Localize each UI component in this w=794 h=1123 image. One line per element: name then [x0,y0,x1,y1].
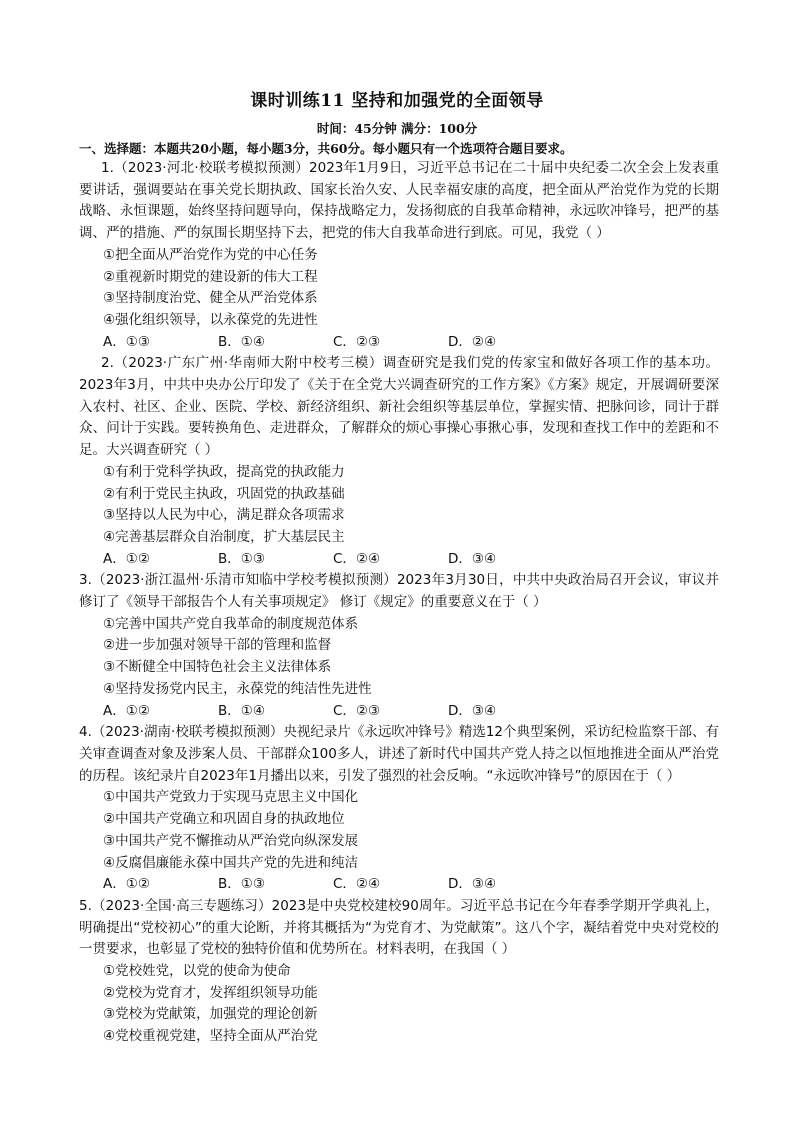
question-stem: 5.（2023·全国·高三专题练习）2023是中央党校建校90周年。习近平总书记在今年春季学期开学典礼上，明确提出“党校初心”的重大论断，并将其概括为“为党育才、为党献策”。这八个字，凝结着党中央对党校的一贯要求，也彰显了党校的独特价值和优势所在。材料表明，在我国（ ） [79,897,719,958]
choice-d[interactable]: D．③④ [448,876,497,893]
question-1 [79,158,719,353]
statement: ④坚持发扬党内民主，永葆党的纯洁性先进性 [103,680,372,697]
question-3 [79,570,719,722]
choice-d[interactable]: D．③④ [448,702,497,719]
statement: ③中国共产党不懈推动从严治党向纵深发展 [103,832,359,849]
statement: ②重视新时期党的建设新的伟大工程 [103,268,318,285]
statement: ④党校重视党建，坚持全面从严治党 [103,1028,318,1045]
choice-a[interactable]: A．①② [103,876,150,893]
choice-c[interactable]: C．②④ [333,550,381,567]
section-heading: 一、选择题：本题共20小题，每小题3分，共60分。每小题只有一个选项符合题目要求。 [79,141,573,156]
exam-info: 时间：45分钟 满分：100分 [316,121,478,136]
question-5 [79,896,719,1048]
answer-choices [103,701,719,723]
page-title: 课时训练11 坚持和加强党的全面领导 [250,91,544,111]
choice-a[interactable]: A．①② [103,550,150,567]
question-stem: 3.（2023·浙江温州·乐清市知临中学校考模拟预测）2023年3月30日，中共中央政治局召开会议，审议并修订了《领导干部报告个人有关事项规定》 修订《规定》的重要意义在于（ ） [79,572,719,611]
answer-choices [103,549,719,571]
choice-c[interactable]: C．②④ [333,876,381,893]
statement: ②党校为党育才，发挥组织领导功能 [103,984,318,1001]
statement: ②有利于党民主执政，巩固党的执政基础 [103,485,345,502]
statement: ③党校为党献策，加强党的理论创新 [103,1006,318,1023]
question-list [79,158,719,1048]
choice-d[interactable]: D．②④ [448,333,497,350]
choice-d[interactable]: D．③④ [448,550,497,567]
statement: ①党校姓党，以党的使命为使命 [103,963,291,980]
statement: ①有利于党科学执政，提高党的执政能力 [103,463,345,480]
statement: ①完善中国共产党自我革命的制度规范体系 [103,615,359,632]
choice-b[interactable]: B．①④ [218,333,265,350]
choice-b[interactable]: B．①③ [218,550,265,567]
statement: ④强化组织领导，以永葆党的先进性 [103,311,318,328]
statement: ③坚持以人民为中心，满足群众各项需求 [103,507,345,524]
choice-c[interactable]: C．②③ [333,333,381,350]
statement: ①中国共产党致力于实现马克思主义中国化 [103,789,359,806]
statement: ③坚持制度治党、健全从严治党体系 [103,290,318,307]
choice-b[interactable]: B．①③ [218,876,265,893]
statement: ④反腐倡廉能永葆中国共产党的先进和纯洁 [103,854,359,871]
answer-choices [103,874,719,896]
question-stem: 4.（2023·湖南·校联考模拟预测）央视纪录片《永远吹冲锋号》精选12个典型案例，采访纪检监察干部、有关审查调查对象及涉案人员、干部群众100多人，讲述了新时代中国共产党人持之以恒地推进全面从严治党的历程。该纪录片自2023年1月播出以来，引发了强烈的社会反响。“永远吹冲锋号”的原因在于（ ） [79,724,719,784]
statement: ④完善基层群众自治制度，扩大基层民主 [103,528,345,545]
choice-a[interactable]: A．①② [103,702,150,719]
choice-a[interactable]: A．①③ [103,333,150,350]
question-stem: 2.（2023·广东广州·华南师大附中校考三模）调查研究是我们党的传家宝和做好各项工作的基本功。2023年3月，中共中央办公厅印发了《关于在全党大兴调查研究的工作方案》《方案》规定，开展调研要深入农村、社区、企业、医院、学校、新经济组织、新社会组织等基层单位，掌握实情、把脉问诊，同计于群众、问计于实践。要转换角色、走进群众，了解群众的烦心事操心事揪心事，发现和查找工作中的差距和不足。大兴调查研究（ ） [79,355,719,459]
statement: ③不断健全中国特色社会主义法律体系 [103,659,332,676]
question-4 [79,722,719,896]
question-2 [79,353,719,570]
question-stem: 1.（2023·河北·校联考模拟预测）2023年1月9日，习近平总书记在二十届中央纪委二次全会上发表重要讲话，强调要站在事关党长期执政、国家长治久安、人民幸福安康的高度，把全面从严治党作为党的长期战略、永恒课题，始终坚持问题导向，保持战略定力，发扬彻底的自我革命精神，永远吹冲锋号，把严的基调、严的措施、严的氛围长期坚持下去，把党的伟大自我革命进行到底。可见，我党（ ） [79,160,719,242]
statement: ①把全面从严治党作为党的中心任务 [103,246,318,263]
answer-choices [103,332,719,354]
choice-c[interactable]: C．②③ [333,702,381,719]
statement: ②中国共产党确立和巩固自身的执政地位 [103,811,345,828]
choice-b[interactable]: B．①④ [218,702,265,719]
statement: ②进一步加强对领导干部的管理和监督 [103,637,332,654]
